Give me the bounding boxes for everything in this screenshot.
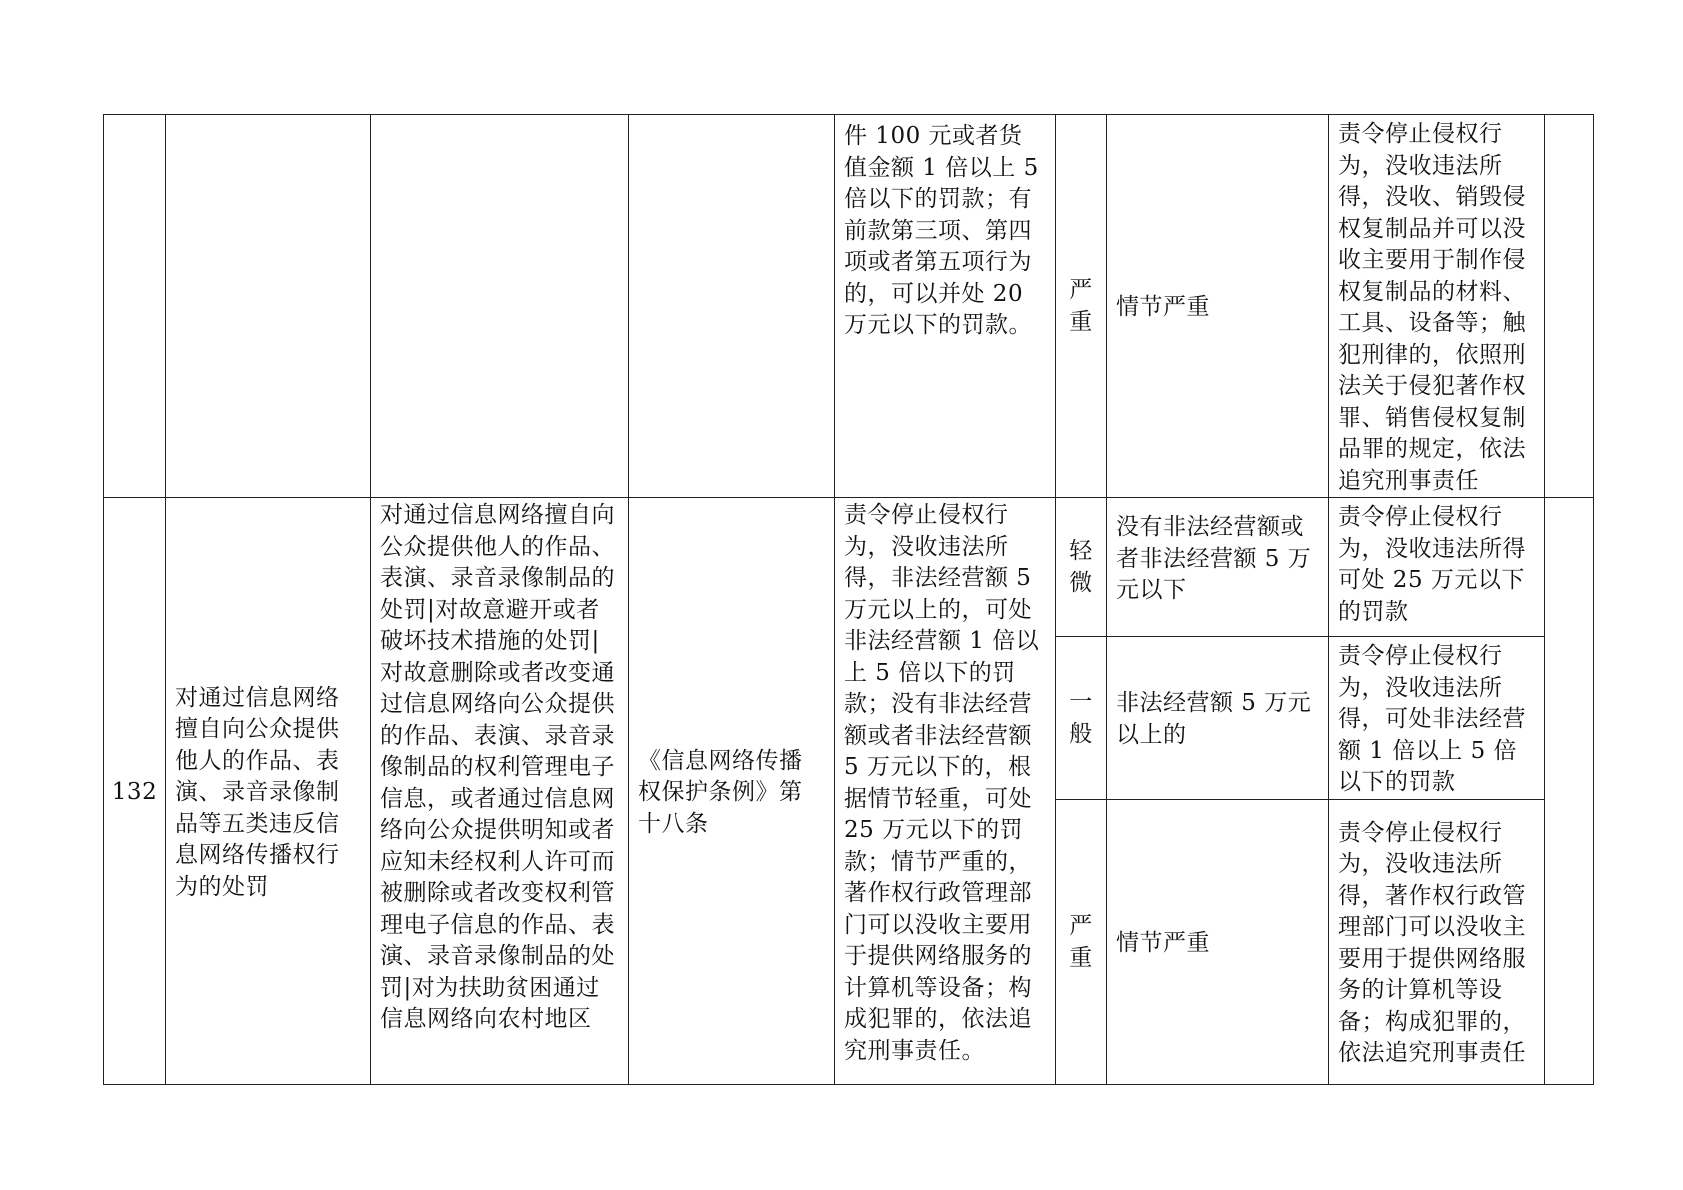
table-row-132 [104, 498, 1594, 637]
number-cell [104, 115, 166, 498]
penalty-standard-table [103, 114, 1594, 1085]
remarks-cell [1545, 498, 1594, 1085]
table-row-continued [104, 115, 1594, 498]
standard-cell: 责令停止侵权行为，没收违法所得，著作权行政管理部门可以没收主要用于提供网络服务的计算机等设备；构成犯罪的，依法追究刑事责任 [1329, 799, 1545, 1084]
legal-basis-cell [629, 115, 835, 498]
penalty-cell: 件 100 元或者货值金额 1 倍以上 5 倍以下的罚款；有前款第三项、第四项或者第五项行为的，可以并处 20 万元以下的罚款。 [835, 115, 1056, 498]
standard-cell: 责令停止侵权行为，没收违法所得，没收、销毁侵权复制品并可以没收主要用于制作侵权复制品的材料、工具、设备等；触犯刑律的，依照刑法关于侵犯著作权罪、销售侵权复制品罪的规定，依法追究刑事责任 [1329, 115, 1545, 498]
sub-items-cell [371, 115, 629, 498]
item-name-cell [166, 115, 371, 498]
level-cell: 严 重 [1056, 799, 1107, 1084]
level-cell: 严 重 [1056, 115, 1107, 498]
standard-cell: 责令停止侵权行为，没收违法所得，可处非法经营额 1 倍以上 5 倍以下的罚款 [1329, 637, 1545, 800]
standard-cell: 责令停止侵权行为，没收违法所得可处 25 万元以下的罚款 [1329, 498, 1545, 637]
level-cell: 轻 微 [1056, 498, 1107, 637]
remarks-cell [1545, 115, 1594, 498]
item-name-cell: 对通过信息网络擅自向公众提供他人的作品、表演、录音录像制品等五类违反信息网络传播权行为的处罚 [166, 498, 371, 1085]
penalty-cell: 责令停止侵权行为，没收违法所得，非法经营额 5 万元以上的，可处非法经营额 1 倍以上 5 倍以下的罚款；没有非法经营额或者非法经营额 5 万元以下的，根据情节轻重，可处 25 万元以下的罚款；情节严重的，著作权行政管理部门可以没收主要用于提供网络服务的计算机等设备；构成犯罪的，依法追究刑事责任。 [835, 498, 1056, 1085]
legal-basis-cell: 《信息网络传播权保护条例》第十八条 [629, 498, 835, 1085]
level-cell: 一 般 [1056, 637, 1107, 800]
circumstance-cell: 非法经营额 5 万元以上的 [1107, 637, 1329, 800]
circumstance-cell: 没有非法经营额或者非法经营额 5 万元以下 [1107, 498, 1329, 637]
sub-items-cell: 对通过信息网络擅自向公众提供他人的作品、表演、录音录像制品的处罚|对故意避开或者破坏技术措施的处罚|对故意删除或者改变通过信息网络向公众提供的作品、表演、录音录像制品的权利管理电子信息，或者通过信息网络向公众提供明知或者应知未经权利人许可而被删除或者改变权利管理电子信息的作品、表演、录音录像制品的处罚|对为扶助贫困通过信息网络向农村地区 [371, 498, 629, 1085]
circumstance-cell: 情节严重 [1107, 115, 1329, 498]
circumstance-cell: 情节严重 [1107, 799, 1329, 1084]
number-cell: 132 [104, 498, 166, 1085]
